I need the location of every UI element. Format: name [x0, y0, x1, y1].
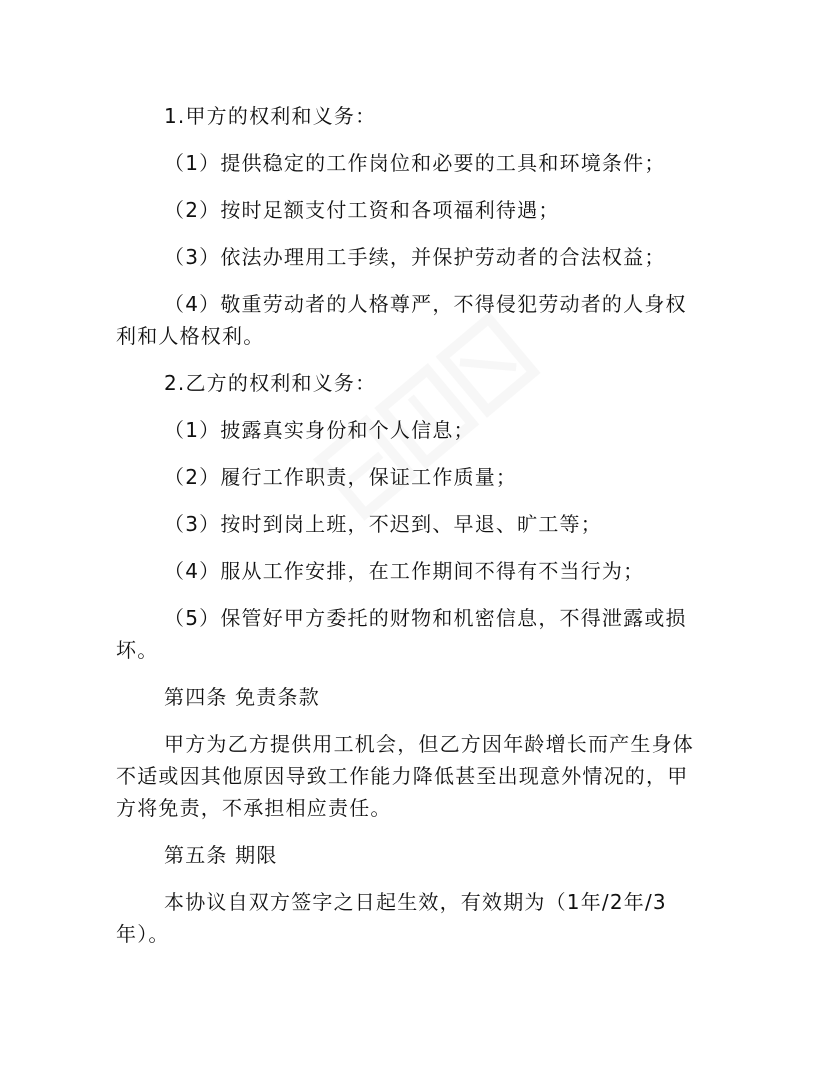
party-b-item-2: （2）履行工作职责，保证工作质量；	[164, 465, 518, 489]
party-b-item-3: （3）按时到岗上班，不迟到、早退、旷工等；	[164, 512, 602, 536]
article-5-body: 本协议自双方签字之日起生效，有效期为（1年/2年/3年）。	[116, 890, 667, 946]
party-b-item-1: （1）披露真实身份和个人信息；	[164, 418, 475, 442]
party-a-item-3: （3）依法办理用工手续，并保护劳动者的合法权益；	[164, 245, 666, 269]
article-4-heading: 第四条 免责条款	[164, 685, 320, 709]
section-heading-party-a: 1.甲方的权利和义务：	[164, 104, 377, 128]
party-a-item-1: （1）提供稳定的工作岗位和必要的工具和环境条件；	[164, 151, 666, 175]
article-4-body: 甲方为乙方提供用工机会，但乙方因年龄增长而产生身体不适或因其他原因导致工作能力降低甚至出现意外情况的，甲方将免责，不承担相应责任。	[116, 732, 694, 820]
party-b-item-4: （4）服从工作安排，在工作期间不得有不当行为；	[164, 559, 645, 583]
party-b-item-5: （5）保管好甲方委托的财物和机密信息，不得泄露或损坏。	[116, 606, 687, 662]
article-5-heading: 第五条 期限	[164, 843, 278, 867]
document-body	[116, 100, 696, 965]
party-a-item-2: （2）按时足额支付工资和各项福利待遇；	[164, 198, 560, 222]
section-heading-party-b: 2.乙方的权利和义务：	[164, 371, 377, 395]
party-a-item-4: （4）敬重劳动者的人格尊严，不得侵犯劳动者的人身权利和人格权利。	[116, 292, 687, 348]
